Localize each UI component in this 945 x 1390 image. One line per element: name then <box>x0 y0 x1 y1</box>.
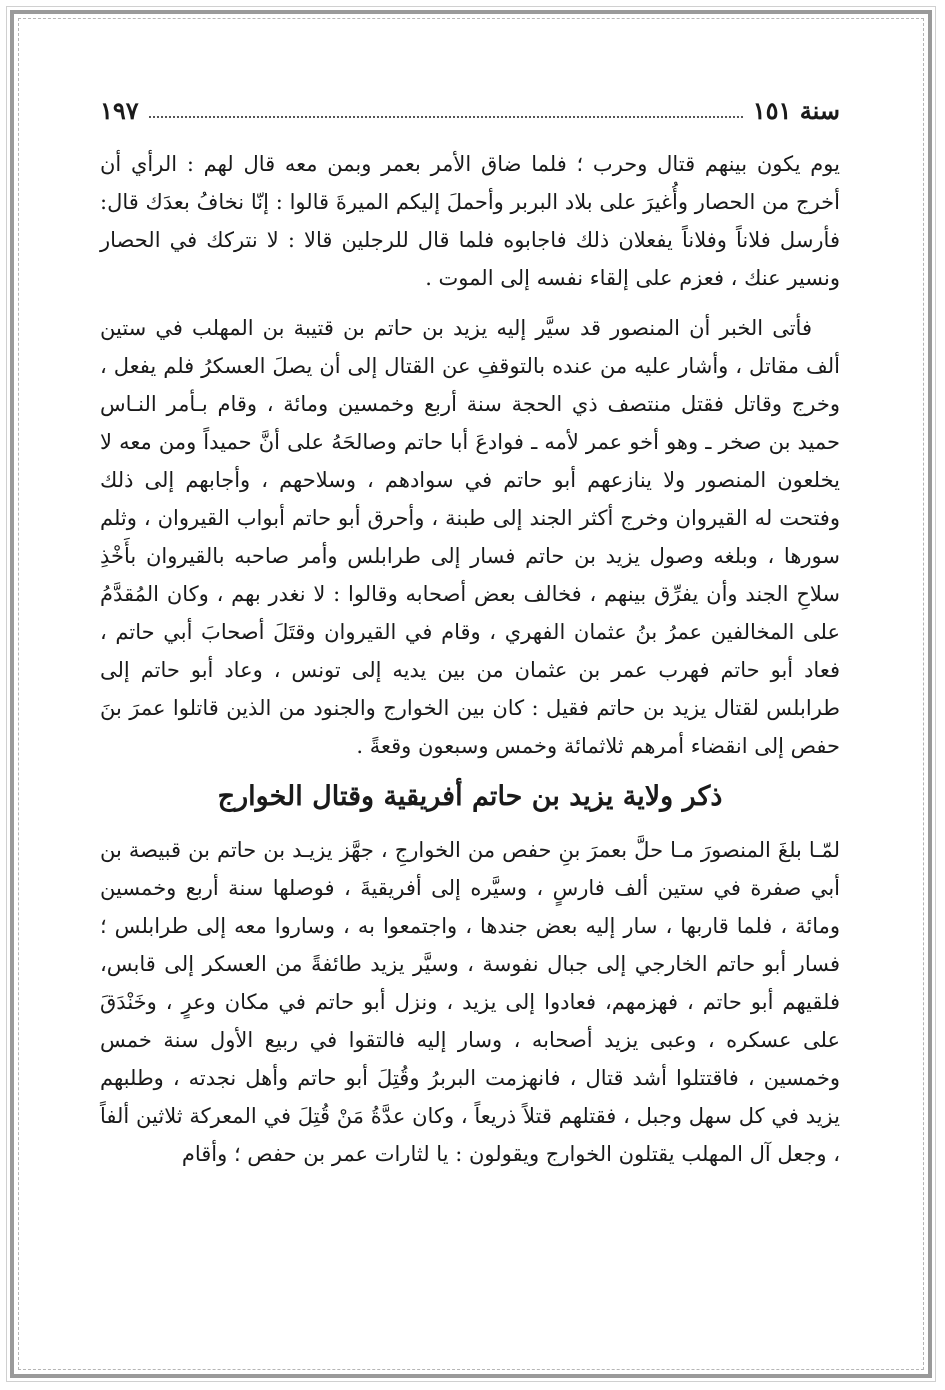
section-heading: ذكر ولاية يزيد بن حاتم أفريقية وقتال الخوارج <box>217 781 723 812</box>
paragraph-1: يوم يكون بينهم قتال وحرب ؛ فلما ضاق الأمر بعمر وبمن معه قال لهم : الرأي أن أخرج من الحصار وأُغيرَ على بلاد البربر وأحملَ إليكم الميرةَ قالوا : إنّا نخافُ بعدَك قال: فأرسل فلاناً وفلاناً يفعلان ذلك فاجابوه فلما قال للرجلين قالا : لا نتركك في الحصار ونسير عنك ، فعزم على إلقاء نفسه إلى الموت . <box>100 152 840 290</box>
section-paragraph: لمّـا بلغَ المنصورَ مـا حلَّ بعمرَ بنِ حفص من الخوارجِ ، جهَّز يزيـد بن حاتم بن قبيصة بن أبي صفرة في ستين ألف فارسٍ ، وسيَّره إلى أفريقيةَ ، فوصلها سنة أربع وخمسين ومائة ، فلما قاربها ، سار إليه بعض جندها ، واجتمعوا به ، وساروا معه إلى طرابلس ؛ فسار أبو حاتم الخارجي إلى جبال نفوسة ، وسيَّر يزيد طائفةً من العسكر إلى قابس، فلقيهم أبو حاتم ، فهزمهم، فعادوا إلى يزيد ، ونزل أبو حاتم في مكان وعرٍ ، وخَنْدَقَ على عسكره ، وعبى يزيد أصحابه ، وسار إليه فالتقوا في ربيع الأول سنة خمس وخمسين ، فاقتتلوا أشد قتال ، فانهزمت البربرُ وقُتِلَ أبو حاتم وأهل نجدته ، وطلبهم يزيد في كل سهل وجبل ، فقتلهم قتلاً ذريعاً ، وكان عدَّةُ مَنْ قُتِلَ في المعركة ثلاثين ألفاً ، وجعل آل المهلب يقتلون الخوارج ويقولون : يا لثارات عمر بن حفص ؛ وأقام <box>100 838 840 1166</box>
running-header-year: سنة ١٥١ <box>752 95 840 125</box>
header-dotted-leader <box>149 102 743 118</box>
page-header <box>100 92 840 128</box>
paragraph-2: فأتى الخبر أن المنصور قد سيَّر إليه يزيد بن حاتم بن قتيبة بن المهلب في ستين ألف مقاتل ، وأشار عليه من عنده بالتوقفِ عن القتال إلى أن يصلَ العسكرُ فلم يفعل ، وخرج وقاتل فقتل منتصف ذي الحجة سنة أربع وخمسين ومائة ، وقام بـأمر النـاس حميد بن صخر ـ وهو أخو عمر لأمه ـ فوادعَ أبا حاتم وصالحَهُ على أنَّ حميداً ومن معه لا يخلعون المنصور ولا ينازعهم أبو حاتم في سوادهم ، وسلاحهم ، وأجابهم إلى ذلك وفتحت له القيروان وخرج أكثر الجند إلى طبنة ، وأحرق أبو حاتم أبواب القيروان ، وثلم سورها ، وبلغه وصول يزيد بن حاتم فسار إلى طرابلس وأمر صاحبه بالقيروان بأَخْذِ سلاحِ الجند وأن يفرِّق بينهم ، فخالف بعض أصحابه وقالوا : لا نغدر بهم ، وكان المُقدَّمُ على المخالفين عمرُ بنُ عثمان الفهري ، وقام في القيروان وقتَلَ أصحابَ أبي حاتم ، فعاد أبو حاتم فهرب عمر بن عثمان من بين يديه إلى تونس ، وعاد أبو حاتم إلى طرابلس لقتال يزيد بن حاتم فقيل : كان بين الخوارج والجنود من الذين قاتلوا عمرَ بنَ حفص إلى انقضاء أمرهم ثلاثمائة وخمس وسبعون وقعةً . <box>100 316 840 758</box>
page-body <box>100 145 840 1185</box>
page-number: ١٩٧ <box>100 95 139 125</box>
